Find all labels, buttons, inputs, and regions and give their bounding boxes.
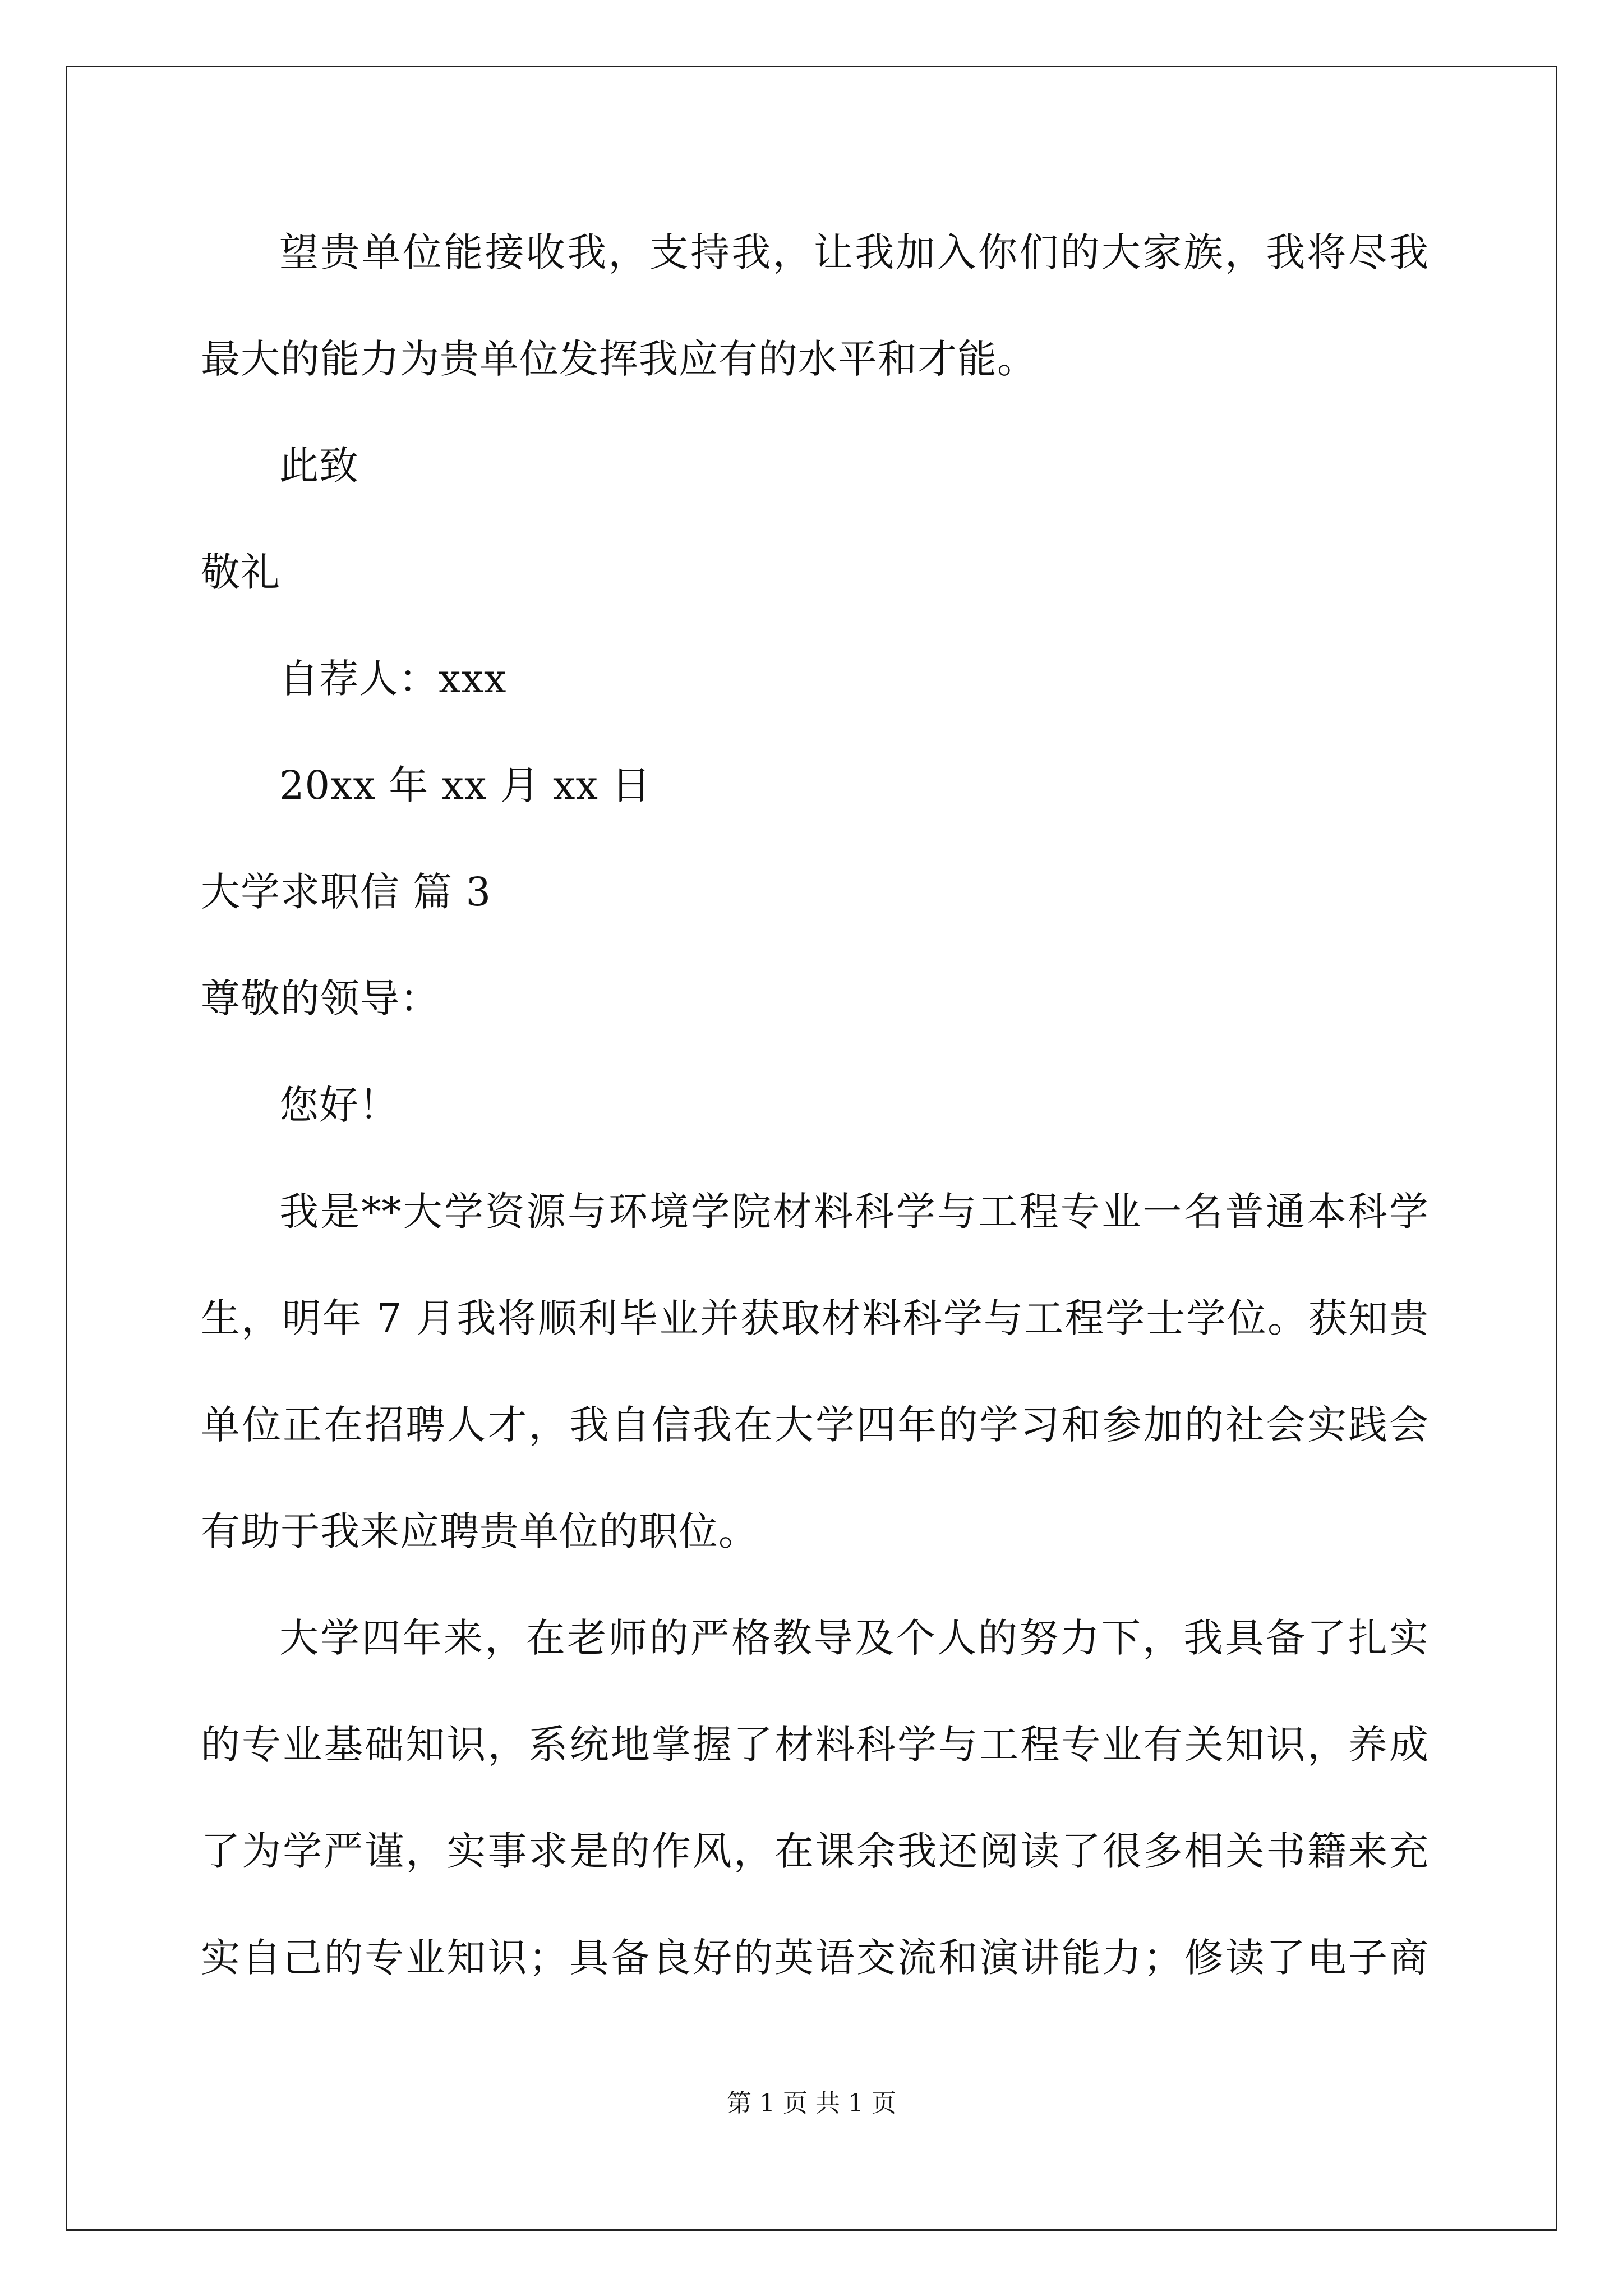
paragraph-line: 最大的能力为贵单位发挥我应有的水平和才能。 [201,336,1037,382]
salutation-closing: 敬礼 [201,549,280,595]
date-line: 20xx 年 xx 月 xx 日 [279,762,652,808]
paragraph-line: 我是**大学资源与环境学院材料科学与工程专业一名普通本科学 [279,1189,1429,1235]
page-footer: 第 1 页 共 1 页 [727,2089,896,2118]
paragraph-line: 单位正在招聘人才，我自信我在大学四年的学习和参加的社会实践会 [201,1402,1429,1448]
closing-phrase: 此致 [279,443,359,489]
page-border [66,66,1557,2231]
paragraph-line: 生，明年 7 月我将顺利毕业并获取材料科学与工程学士学位。获知贵 [201,1295,1429,1341]
paragraph-line: 了为学严谨，实事求是的作风，在课余我还阅读了很多相关书籍来充 [201,1828,1429,1874]
greeting: 您好！ [279,1082,399,1128]
salutation: 尊敬的领导： [201,976,440,1022]
paragraph-line: 的专业基础知识，系统地掌握了材料科学与工程专业有关知识，养成 [201,1722,1429,1768]
section-heading: 大学求职信 篇 3 [201,869,492,915]
signature-line: 自荐人：xxx [279,656,507,702]
paragraph-line: 实自己的专业知识；具备良好的英语交流和演讲能力；修读了电子商 [201,1935,1429,1981]
paragraph-line: 有助于我来应聘贵单位的职位。 [201,1508,758,1554]
paragraph-line: 望贵单位能接收我，支持我，让我加入你们的大家族，我将尽我 [279,229,1429,275]
paragraph-line: 大学四年来，在老师的严格教导及个人的努力下，我具备了扎实 [279,1615,1429,1661]
